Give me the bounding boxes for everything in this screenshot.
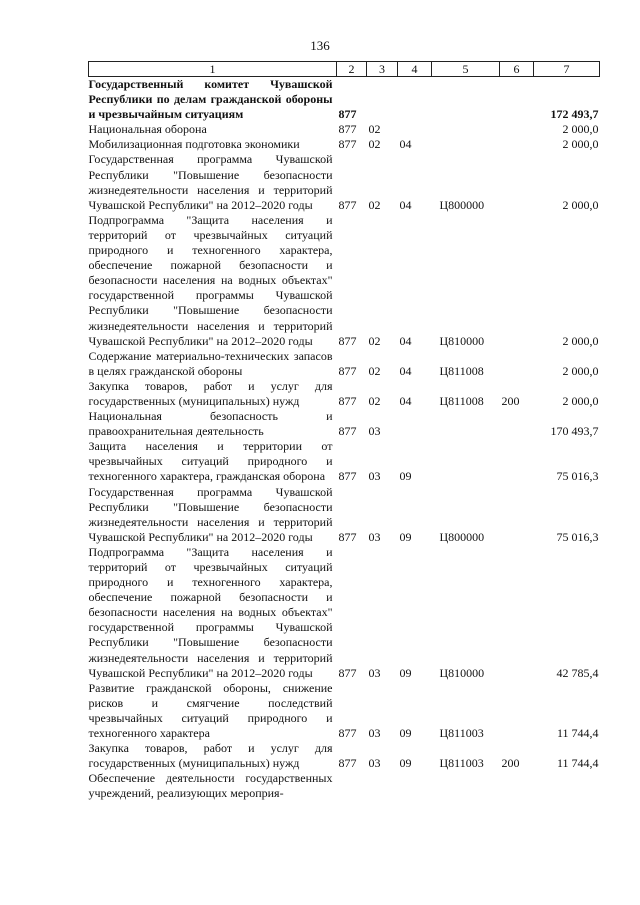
row-amount-cell: 11 744,4	[556, 726, 599, 741]
header-col-4: 4	[398, 62, 432, 77]
row-target-cell	[432, 77, 500, 123]
row-expense-cell	[500, 409, 534, 439]
row-section-cell: 03	[368, 665, 381, 680]
row-amount-cell: 2 000,0	[562, 137, 599, 152]
row-ministry-cell: 877	[338, 756, 357, 771]
budget-table	[88, 61, 600, 802]
row-name-cell: Государственная программа Чувашской Республики "Повышение безопасности жизнедеятельности населения и территорий Чувашской Республики" на 2012–2020 годы	[88, 484, 333, 544]
row-ministry-cell: 877	[338, 107, 357, 122]
row-target-cell	[432, 122, 500, 137]
row-subsection-cell: 04	[399, 393, 412, 408]
row-name-cell: Закупка товаров, работ и услуг для государственных (муниципальных) нужд	[88, 741, 333, 771]
table-row	[89, 409, 600, 439]
row-section-cell: 02	[368, 197, 381, 212]
row-amount-cell: 2 000,0	[562, 333, 599, 348]
row-name-cell: Подпрограмма "Защита населения и территорий от чрезвычайных ситуаций природного и техногенного характера, обеспечение пожарной безопасности и безопасности населения на водных объектах" государственной программы Чувашской Республики "Повышение безопасности жизнедеятельности населения и территорий Чувашской Республики" на 2012–2020 годы	[88, 544, 333, 680]
row-amount-cell: 2 000,0	[562, 363, 599, 378]
row-expense-cell	[500, 137, 534, 152]
row-section-cell: 02	[368, 363, 381, 378]
row-target-cell: Ц811003	[439, 726, 484, 741]
row-name-cell: Обеспечение деятельности государственных учреждений, реализующих мероприя-	[88, 771, 333, 801]
row-ministry-cell: 877	[338, 122, 357, 137]
row-section-cell	[367, 77, 398, 123]
row-section-cell: 03	[368, 469, 381, 484]
row-expense-cell	[500, 545, 534, 681]
header-col-2: 2	[337, 62, 367, 77]
row-subsection-cell: 04	[399, 197, 412, 212]
table-row	[89, 122, 600, 137]
row-subsection-cell	[398, 771, 432, 801]
row-ministry-cell: 877	[338, 424, 357, 439]
row-ministry-cell: 877	[338, 529, 357, 544]
row-section-cell: 03	[368, 756, 381, 771]
row-ministry-cell: 877	[338, 393, 357, 408]
row-target-cell: Ц811008	[439, 363, 484, 378]
header-col-7: 7	[534, 62, 600, 77]
row-ministry-cell: 877	[338, 665, 357, 680]
row-subsection-cell	[398, 77, 432, 123]
row-amount-cell: 75 016,3	[556, 529, 599, 544]
header-col-3: 3	[367, 62, 398, 77]
table-header-row	[89, 62, 600, 77]
table-row	[89, 137, 600, 152]
row-ministry-cell: 877	[338, 726, 357, 741]
row-subsection-cell	[398, 409, 432, 439]
table-row	[89, 485, 600, 545]
header-col-1: 1	[89, 62, 337, 77]
row-target-cell: Ц800000	[439, 197, 485, 212]
row-target-cell: Ц811008	[439, 393, 484, 408]
row-section-cell: 02	[368, 393, 381, 408]
row-expense-cell: 200	[501, 393, 520, 408]
row-ministry-cell: 877	[338, 333, 357, 348]
row-expense-cell	[500, 213, 534, 349]
row-amount-cell	[534, 771, 600, 801]
row-target-cell: Ц810000	[439, 665, 485, 680]
row-subsection-cell: 04	[399, 333, 412, 348]
row-name-cell: Мобилизационная подготовка экономики	[88, 137, 300, 152]
row-section-cell	[367, 771, 398, 801]
row-ministry-cell: 877	[338, 469, 357, 484]
row-section-cell: 03	[368, 529, 381, 544]
row-target-cell: Ц810000	[439, 333, 485, 348]
row-expense-cell	[500, 122, 534, 137]
row-name-cell: Национальная безопасность и правоохранительная деятельность	[88, 409, 333, 439]
table-row	[89, 439, 600, 484]
row-subsection-cell	[398, 122, 432, 137]
table-row	[89, 379, 600, 409]
row-section-cell: 02	[368, 137, 381, 152]
row-expense-cell	[500, 439, 534, 484]
header-col-5: 5	[432, 62, 500, 77]
row-expense-cell	[500, 77, 534, 123]
table-row	[89, 349, 600, 379]
row-target-cell	[432, 771, 500, 801]
table-row	[89, 741, 600, 771]
row-name-cell: Содержание материально-технических запасов в целях гражданской обороны	[88, 348, 333, 378]
header-col-6: 6	[500, 62, 534, 77]
row-name-cell: Национальная оборона	[88, 122, 207, 137]
row-amount-cell: 11 744,4	[556, 756, 599, 771]
row-subsection-cell: 04	[399, 137, 412, 152]
row-ministry-cell: 877	[338, 197, 357, 212]
row-amount-cell: 172 493,7	[550, 107, 599, 122]
row-name-cell: Закупка товаров, работ и услуг для государственных (муниципальных) нужд	[88, 378, 333, 408]
row-section-cell: 03	[368, 424, 381, 439]
row-expense-cell	[500, 681, 534, 741]
row-target-cell: Ц800000	[439, 529, 485, 544]
row-ministry-cell: 877	[338, 363, 357, 378]
row-expense-cell	[500, 771, 534, 801]
row-target-cell: Ц811003	[439, 756, 484, 771]
row-target-cell	[432, 409, 500, 439]
row-expense-cell: 200	[501, 756, 520, 771]
table-row	[89, 213, 600, 349]
row-amount-cell: 170 493,7	[550, 424, 599, 439]
table-body	[89, 77, 600, 802]
row-amount-cell: 2 000,0	[562, 197, 599, 212]
row-amount-cell: 42 785,4	[556, 665, 599, 680]
row-amount-cell: 2 000,0	[562, 122, 599, 137]
row-subsection-cell: 09	[399, 726, 412, 741]
page-number: 136	[310, 38, 330, 53]
row-subsection-cell: 09	[399, 469, 412, 484]
row-subsection-cell: 09	[399, 756, 412, 771]
row-amount-cell: 2 000,0	[562, 393, 599, 408]
row-name-cell: Подпрограмма "Защита населения и территорий от чрезвычайных ситуаций природного и техногенного характера, обеспечение пожарной безопасности и безопасности населения на водных объектах" государственной программы Чувашской Республики "Повышение безопасности жизнедеятельности населения и территорий Чувашской Республики" на 2012–2020 годы	[88, 212, 333, 348]
row-amount-cell: 75 016,3	[556, 469, 599, 484]
row-ministry-cell: 877	[338, 137, 357, 152]
row-section-cell: 03	[368, 726, 381, 741]
table-row	[89, 77, 600, 123]
table-row	[89, 545, 600, 681]
row-expense-cell	[500, 485, 534, 545]
row-section-cell: 02	[368, 333, 381, 348]
row-subsection-cell: 09	[399, 665, 412, 680]
row-target-cell	[432, 137, 500, 152]
table-row	[89, 771, 600, 801]
row-name-cell: Государственный комитет Чувашской Республики по делам гражданской обороны и чрезвычайным ситуациям	[88, 77, 333, 122]
row-name-cell: Развитие гражданской обороны, снижение рисков и смягчение последствий чрезвычайных ситуаций природного и техногенного характера	[88, 680, 333, 741]
row-name-cell: Защита населения и территории от чрезвычайных ситуаций природного и техногенного характера, гражданская оборона	[88, 439, 333, 484]
row-expense-cell	[500, 349, 534, 379]
row-subsection-cell: 04	[399, 363, 412, 378]
row-expense-cell	[500, 152, 534, 212]
table-row	[89, 681, 600, 741]
row-subsection-cell: 09	[399, 529, 412, 544]
row-target-cell	[432, 439, 500, 484]
table-row	[89, 152, 600, 212]
row-section-cell: 02	[368, 122, 381, 137]
row-name-cell: Государственная программа Чувашской Республики "Повышение безопасности жизнедеятельности населения и территорий Чувашской Республики" на 2012–2020 годы	[88, 152, 333, 212]
row-ministry-cell	[337, 771, 367, 801]
